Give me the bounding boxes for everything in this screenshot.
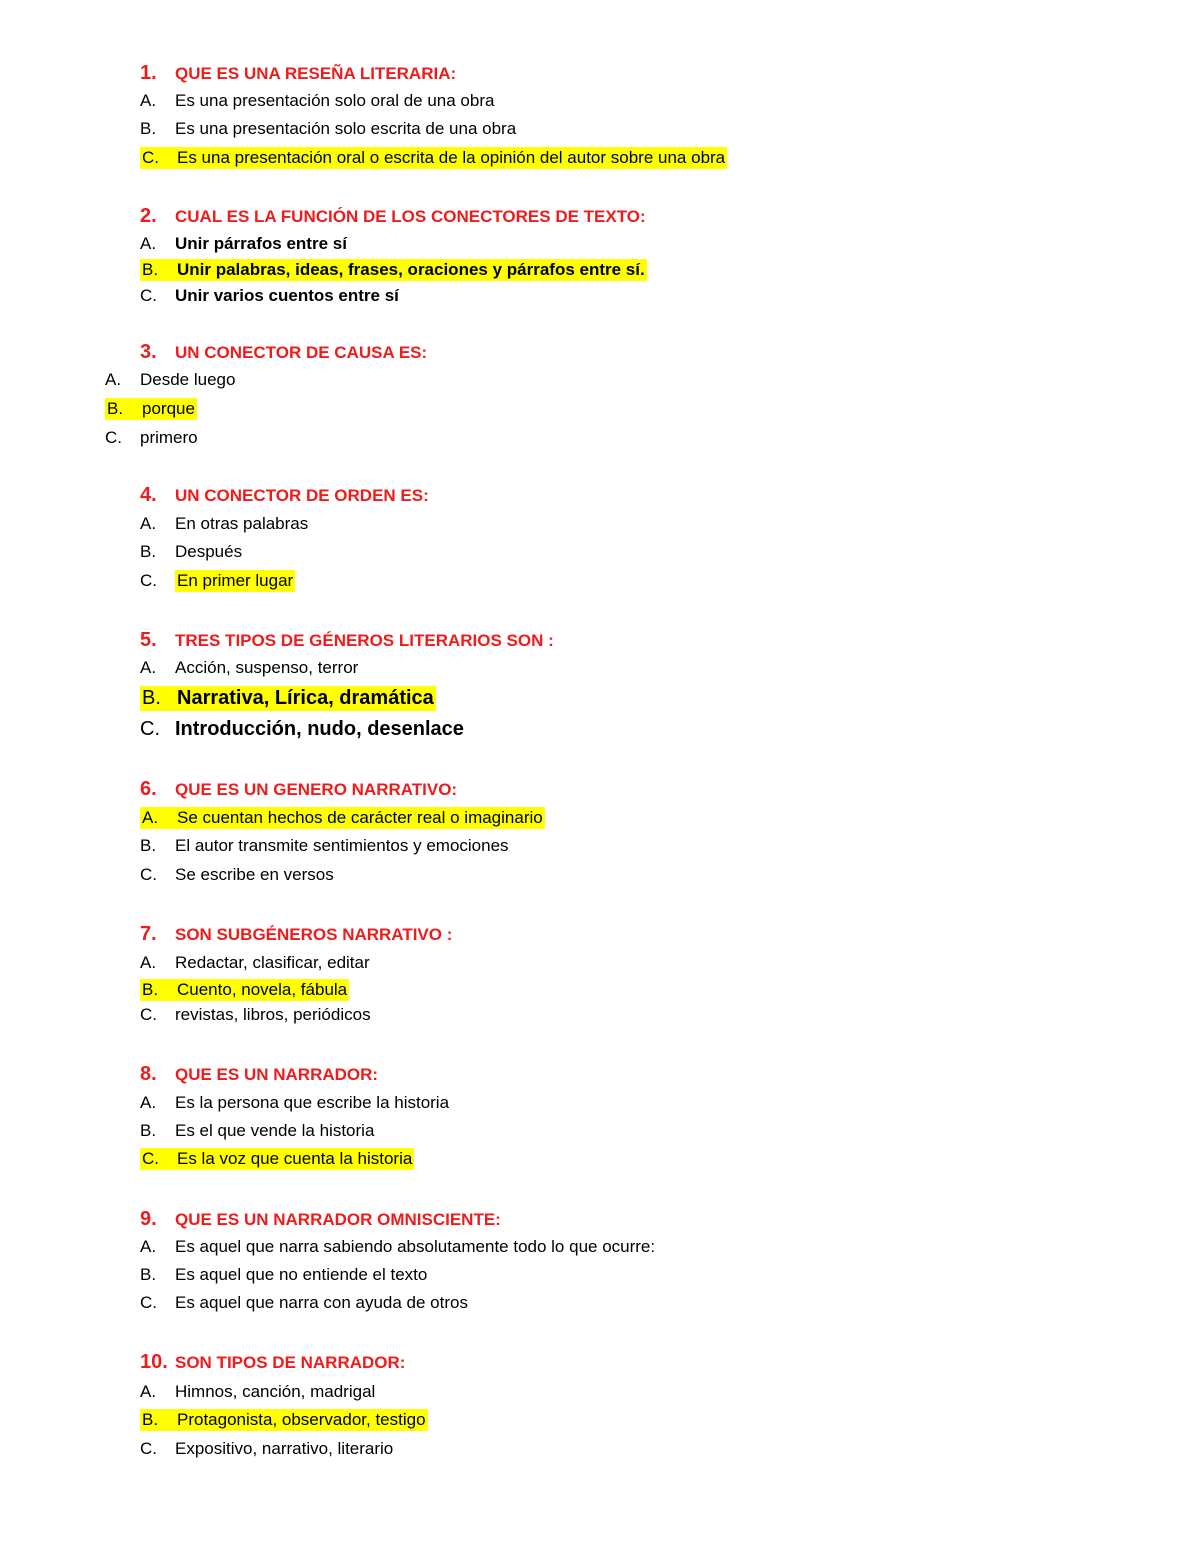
option-text: Narrativa, Lírica, dramática [177,687,434,709]
question-5-option-c [140,717,464,741]
question-10-heading [140,1351,405,1374]
option-text: revistas, libros, periódicos [175,1005,371,1024]
question-6-heading [140,778,457,801]
option-text: Expositivo, narrativo, literario [175,1439,394,1458]
option-text: Se escribe en versos [175,865,334,884]
option-letter: B. [140,119,157,138]
question-9-option-a [140,1237,655,1257]
question-number: 10. [140,1351,168,1373]
option-text: En primer lugar [177,571,294,590]
option-text: El autor transmite sentimientos y emociones [175,836,509,855]
question-title: QUE ES UNA RESEÑA LITERARIA: [175,64,457,83]
question-8-option-a [140,1093,449,1113]
option-letter: A. [140,91,157,110]
question-10-option-a [140,1382,375,1402]
question-8-heading [140,1063,378,1086]
option-letter: A. [140,1093,157,1112]
question-title: QUE ES UN GENERO NARRATIVO: [175,780,458,799]
option-text: Es aquel que no entiende el texto [175,1265,428,1284]
question-7-option-b [140,980,349,1000]
option-letter: C. [140,286,157,305]
option-text: Cuento, novela, fábula [177,980,348,999]
question-8-option-c [140,1149,414,1169]
question-7-option-a [140,953,370,973]
question-9-heading [140,1208,501,1231]
question-3-option-b [105,399,197,419]
question-1-option-b [140,119,516,139]
option-text: Es la voz que cuenta la historia [177,1149,413,1168]
question-title: CUAL ES LA FUNCIÓN DE LOS CONECTORES DE TEXTO: [175,207,646,226]
question-8-option-b [140,1121,374,1141]
question-5-heading [140,629,554,652]
option-text: Es una presentación oral o escrita de la opinión del autor sobre una obra [177,148,726,167]
question-9-option-c [140,1293,468,1313]
option-text: Es el que vende la historia [175,1121,375,1140]
question-7-option-c [140,1005,371,1025]
option-letter: B. [107,399,124,418]
option-letter: A. [140,514,157,533]
question-2-heading [140,205,646,228]
option-text: Unir párrafos entre sí [175,234,347,253]
question-number: 1. [140,62,157,84]
question-1-heading [140,62,456,85]
question-3-heading [140,341,427,364]
option-letter: B. [140,1121,157,1140]
option-letter: C. [140,718,160,740]
option-text: En otras palabras [175,514,309,533]
question-number: 9. [140,1208,157,1230]
question-number: 6. [140,778,157,800]
option-text: Es aquel que narra sabiendo absolutamente todo lo que ocurre: [175,1237,656,1256]
question-title: UN CONECTOR DE CAUSA ES: [175,343,428,362]
option-letter: B. [140,836,157,855]
option-letter: C. [105,428,122,447]
question-number: 2. [140,205,157,227]
option-letter: B. [142,1410,159,1429]
question-9-option-b [140,1265,427,1285]
option-text: Acción, suspenso, terror [175,658,359,677]
option-letter: C. [142,148,159,167]
option-letter: C. [140,1439,157,1458]
option-text: Unir palabras, ideas, frases, oraciones y párrafos entre sí. [177,260,645,279]
question-4-option-b [140,542,242,562]
question-number: 4. [140,484,157,506]
question-number: 8. [140,1063,157,1085]
question-5-option-b [140,686,436,710]
option-letter: C. [140,865,157,884]
option-text: porque [142,399,195,418]
option-letter: C. [142,1149,159,1168]
question-4-heading [140,484,429,507]
option-letter: B. [140,1265,157,1284]
question-4-option-a [140,514,308,534]
question-1-option-c [140,148,727,168]
option-letter: A. [142,808,159,827]
option-letter: A. [105,370,122,389]
question-title: TRES TIPOS DE GÉNEROS LITERARIOS SON : [175,631,554,650]
question-number: 7. [140,923,157,945]
question-2-option-b [140,260,647,280]
question-10-option-c [140,1439,393,1459]
option-text: Después [175,542,243,561]
option-letter: A. [140,1237,157,1256]
question-2-option-c [140,286,399,306]
question-number: 5. [140,629,157,651]
option-text: Redactar, clasificar, editar [175,953,370,972]
question-6-option-a [140,808,545,828]
option-text: Himnos, canción, madrigal [175,1382,376,1401]
question-number: 3. [140,341,157,363]
option-text: Desde luego [140,370,236,389]
question-title: SON SUBGÉNEROS NARRATIVO : [175,925,453,944]
option-letter: B. [142,687,161,709]
option-text: Es aquel que narra con ayuda de otros [175,1293,468,1312]
question-title: UN CONECTOR DE ORDEN ES: [175,486,429,505]
question-7-heading [140,923,452,946]
question-6-option-c [140,865,334,885]
option-text: Es una presentación solo escrita de una obra [175,119,517,138]
question-3-option-a [105,370,235,390]
question-4-option-c [140,571,295,591]
option-letter: B. [142,260,159,279]
question-title: SON TIPOS DE NARRADOR: [175,1353,406,1372]
option-letter: C. [140,1005,157,1024]
option-text: Es una presentación solo oral de una obra [175,91,495,110]
option-text: Se cuentan hechos de carácter real o imaginario [177,808,543,827]
option-letter: A. [140,234,157,253]
option-text: Introducción, nudo, desenlace [175,718,464,740]
option-letter: A. [140,953,157,972]
question-3-option-c [105,428,198,448]
option-text: Unir varios cuentos entre sí [175,286,399,305]
question-1-option-a [140,91,494,111]
question-2-option-a [140,234,347,254]
option-text: primero [140,428,198,447]
question-title: QUE ES UN NARRADOR OMNISCIENTE: [175,1210,501,1229]
option-letter: A. [140,658,157,677]
question-5-option-a [140,658,358,678]
option-letter: C. [140,571,157,590]
option-letter: A. [140,1382,157,1401]
question-6-option-b [140,836,509,856]
option-text: Es la persona que escribe la historia [175,1093,450,1112]
question-10-option-b [140,1410,428,1430]
option-text: Protagonista, observador, testigo [177,1410,426,1429]
option-letter: B. [140,542,157,561]
option-letter: C. [140,1293,157,1312]
option-letter: B. [142,980,159,999]
question-title: QUE ES UN NARRADOR: [175,1065,379,1084]
